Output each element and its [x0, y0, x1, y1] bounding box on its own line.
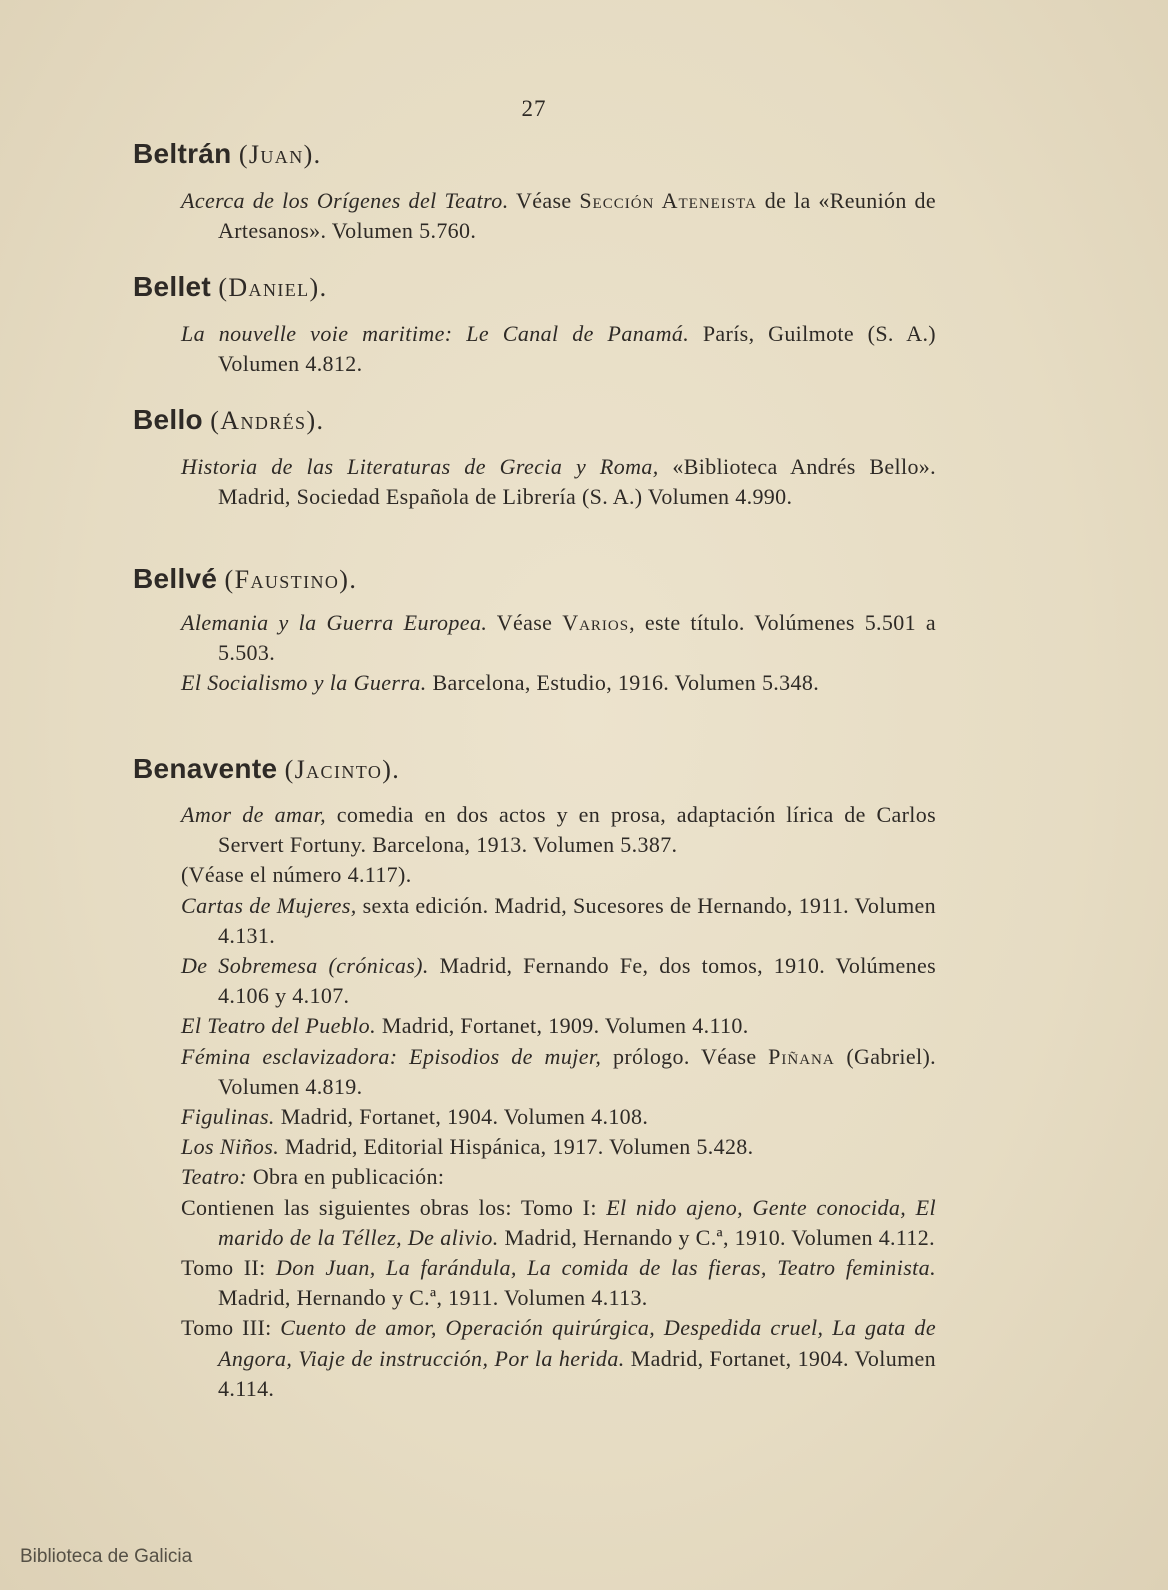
entry-title: Cuento de amor, Operación quirúrgica, Despedida cruel, La gata de Angora, Viaje de instrucción, Por la herida. [218, 1315, 936, 1371]
entries-benavente [0, 800, 1168, 1404]
entry-title: El nido ajeno, Gente conocida, El marido de la Téllez, De alivio. [218, 1194, 937, 1250]
page-number: 27 [521, 96, 547, 121]
author-heading-bellet [133, 270, 328, 305]
bibliography-subentry: Tomo III: Cuento de amor, Operación quirúrgica, Despedida cruel, La gata de Angora, Viaje de instrucción, Por la herida. Madrid, Fortanet, 1904. Volumen 4.114. [181, 1315, 936, 1401]
author-heading-bello [133, 403, 324, 438]
entry-title: El Socialismo y la Guerra. [181, 670, 427, 696]
entry-title: Amor de amar, [181, 802, 327, 827]
bibliography-entry: Los Niños. Madrid, Editorial Hispánica, 1917. Volumen 5.428. [181, 1134, 754, 1160]
author-given-name: (Faustino). [224, 565, 358, 594]
entry-title: La nouvelle voie maritime: Le Canal de Panamá. [181, 321, 690, 346]
entries-beltran [0, 186, 1168, 246]
bibliography-entry: Teatro: Obra en publicación: [181, 1164, 445, 1190]
bibliography-entry: Cartas de Mujeres, sexta edición. Madrid, Sucesores de Hernando, 1911. Volumen 4.131. [181, 892, 936, 948]
bibliography-entry: Figulinas. Madrid, Fortanet, 1904. Volumen 4.108. [181, 1104, 649, 1130]
bibliography-note: (Véase el número 4.117). [181, 862, 412, 888]
bibliography-entry: Alemania y la Guerra Europea. Véase Varios, este título. Volúmenes 5.501 a 5.503. [181, 610, 936, 666]
author-given-name: (Daniel). [218, 273, 328, 302]
entries-bellet [0, 319, 1168, 379]
entry-title: Historia de las Literaturas de Grecia y Roma, [181, 454, 659, 479]
entry-title: Cartas de Mujeres, [181, 892, 357, 918]
bibliography-subentry: Contienen las siguientes obras los: Tomo I: El nido ajeno, Gente conocida, El marido de la Téllez, De alivio. Madrid, Hernando y C.ª, 1910. Volumen 4.112. [181, 1194, 937, 1250]
entry-title: De Sobremesa (crónicas). [181, 953, 429, 979]
author-heading-beltran [133, 137, 322, 172]
author-heading-bellve [133, 562, 357, 597]
bibliography-subentry: Tomo II: Don Juan, La farándula, La comida de las fieras, Teatro feminista. Madrid, Hernando y C.ª, 1911. Volumen 4.113. [181, 1255, 936, 1311]
bibliography-entry: El Teatro del Pueblo. Madrid, Fortanet, 1909. Volumen 4.110. [181, 1013, 749, 1039]
cross-reference: Piñana [768, 1043, 835, 1069]
entry-title: Teatro: [181, 1164, 247, 1190]
author-heading-benavente [133, 752, 400, 787]
bibliography-entry: Fémina esclavizadora: Episodios de mujer, prólogo. Véase Piñana (Gabriel). Volumen 4.819. [181, 1043, 936, 1099]
author-given-name: (Juan). [238, 140, 322, 169]
bibliography-entry: De Sobremesa (crónicas). Madrid, Fernando Fe, dos tomos, 1910. Volúmenes 4.106 y 4.107. [181, 953, 936, 1009]
author-given-name: (Jacinto). [284, 755, 401, 784]
entry-title: Alemania y la Guerra Europea. [181, 610, 488, 635]
cross-reference: Varios [562, 610, 630, 635]
entry-title: Los Niños. [181, 1134, 280, 1160]
bibliography-entry: Amor de amar, comedia en dos actos y en prosa, adaptación lírica de Carlos Servert Fortuny. Barcelona, 1913. Volumen 5.387. [181, 802, 936, 858]
cross-reference: Sección Ateneista [579, 188, 757, 213]
entry-title: Acerca de los Orígenes del Teatro. [181, 188, 509, 213]
entries-bellve [0, 608, 1168, 699]
library-watermark: Biblioteca de Galicia [20, 1546, 193, 1567]
entry-title: El Teatro del Pueblo. [181, 1013, 376, 1039]
author-surname: Benavente [133, 753, 278, 784]
entries-bello [0, 452, 1168, 512]
entry-title: Don Juan, La farándula, La comida de las fieras, Teatro feminista. [275, 1255, 936, 1281]
author-surname: Bello [133, 404, 203, 435]
author-surname: Beltrán [133, 138, 232, 169]
author-surname: Bellet [133, 271, 212, 302]
bibliography-entry: Historia de las Literaturas de Grecia y Roma, «Biblioteca Andrés Bello». Madrid, Sociedad Española de Librería (S. A.) Volumen 4.990. [181, 454, 937, 510]
author-given-name: (Andrés). [210, 406, 325, 435]
bibliography-entry: Acerca de los Orígenes del Teatro. Véase Sección Ateneista de la «Reunión de Artesanos». Volumen 5.760. [181, 188, 936, 244]
bibliography-entry: El Socialismo y la Guerra. Barcelona, Estudio, 1916. Volumen 5.348. [181, 670, 820, 696]
bibliography-entry: La nouvelle voie maritime: Le Canal de Panamá. París, Guilmote (S. A.) Volumen 4.812. [181, 321, 936, 377]
entry-title: Fémina esclavizadora: Episodios de mujer, [181, 1043, 602, 1069]
author-surname: Bellvé [133, 563, 218, 594]
entry-title: Figulinas. [181, 1104, 275, 1130]
